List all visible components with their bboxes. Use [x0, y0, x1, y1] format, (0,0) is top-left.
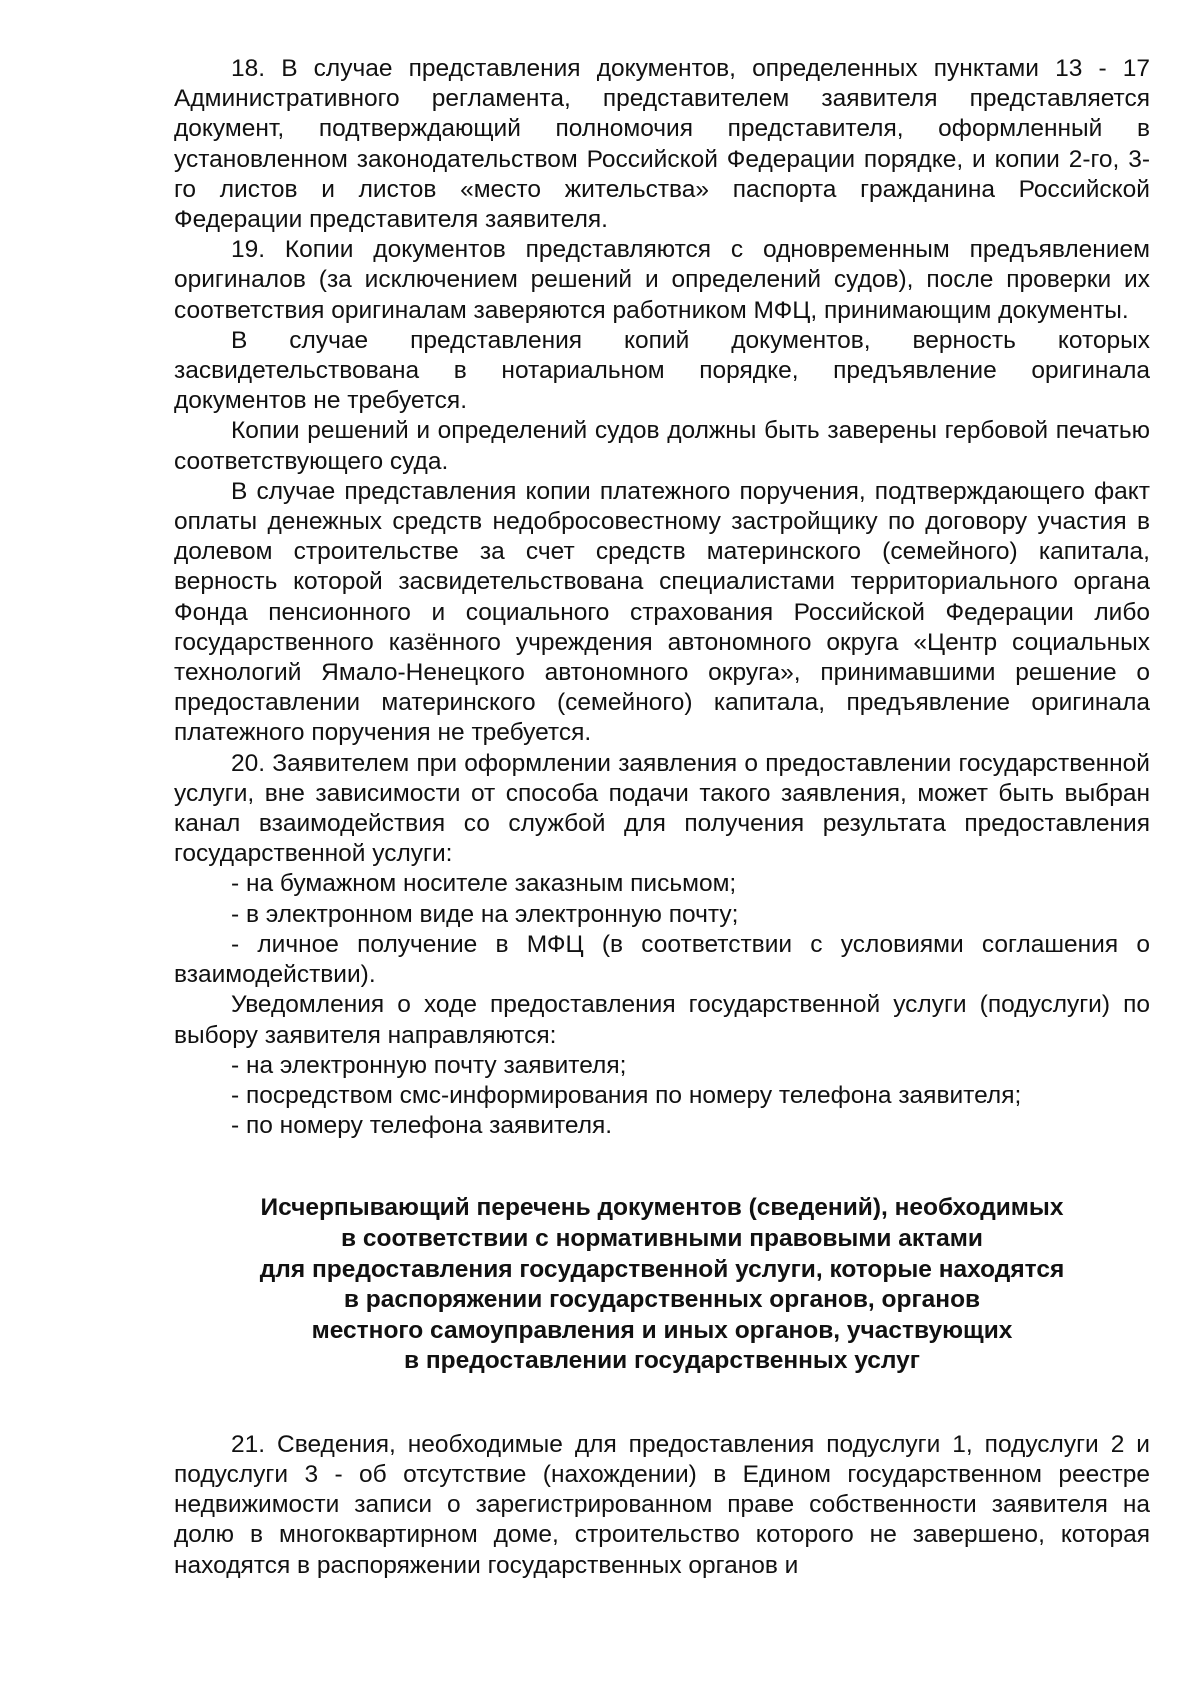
paragraph-21: 21. Сведения, необходимые для предоставления подуслуги 1, подуслуги 2 и подуслуги 3 - об отсутствие (нахождении) в Едином государственном реестре недвижимости записи о зарегистрированном праве собственности заявителя на долю в многоквартирном доме, строительство которого не завершено, которая находятся в распоряжении государственных органов и [174, 1430, 1150, 1579]
list-item-notify-sms: - посредством смс-информирования по номеру телефона заявителя; [231, 1081, 1022, 1109]
section-heading: Исчерпывающий перечень документов (сведений), необходимых в соответствии с нормативными правовыми актами для предоставления государственной услуги, которые находятся в распоряжении государственных органов, органов местного самоуправления и иных органов, участвующих в предоставлении государственных услуг [259, 1194, 1065, 1375]
paragraph-20: 20. Заявителем при оформлении заявления о предоставлении государственной услуги, вне зависимости от способа подачи такого заявления, может быть выбран канал взаимодействия со службой для получения результата предоставления государственной услуги: [174, 749, 1150, 868]
list-item-notify-email: - на электронную почту заявителя; [231, 1051, 627, 1079]
paragraph-notarial-copies: В случае представления копий документов, верность которых засвидетельствована в нотариальном порядке, предъявление оригинала документов не требуется. [174, 326, 1150, 415]
list-item-mfc-pickup: - личное получение в МФЦ (в соответствии с условиями соглашения о взаимодействии). [174, 930, 1150, 989]
document-page [174, 54, 1150, 1581]
paragraph-18: 18. В случае представления документов, определенных пунктами 13 - 17 Административного регламента, представителем заявителя представляется документ, подтверждающий полномочия представителя, оформленный в установленном законодательством Российской Федерации порядке, и копии 2-го, 3-го листов и листов «место жительства» паспорта гражданина Российской Федерации представителя заявителя. [174, 55, 1150, 234]
paragraph-court-copies: Копии решений и определений судов должны быть заверены гербовой печатью соответствующего суда. [174, 417, 1150, 475]
list-item-paper-mail: - на бумажном носителе заказным письмом; [231, 870, 737, 898]
paragraph-notifications: Уведомления о ходе предоставления государственной услуги (подуслуги) по выбору заявителя направляются: [174, 991, 1150, 1049]
paragraph-19: 19. Копии документов представляются с одновременным предъявлением оригиналов (за исключением решений и определений судов), после проверки их соответствия оригиналам заверяются работником МФЦ, принимающим документы. [174, 236, 1150, 324]
list-item-notify-phone: - по номеру телефона заявителя. [231, 1112, 613, 1140]
paragraph-payment-order: В случае представления копии платежного поручения, подтверждающего факт оплаты денежных средств недобросовестному застройщику по договору участия в долевом строительстве за счет средств материнского (семейного) капитала, верность которой засвидетельствована специалистами территориального органа Фонда пенсионного и социального страхования Российской Федерации либо государственного казённого учреждения автономного округа «Центр социальных технологий Ямало-Ненецкого автономного округа», принимавшими решение о предоставлении материнского (семейного) капитала, предъявление оригинала платежного поручения не требуется. [174, 477, 1150, 747]
list-item-email: - в электронном виде на электронную почту; [231, 900, 739, 928]
